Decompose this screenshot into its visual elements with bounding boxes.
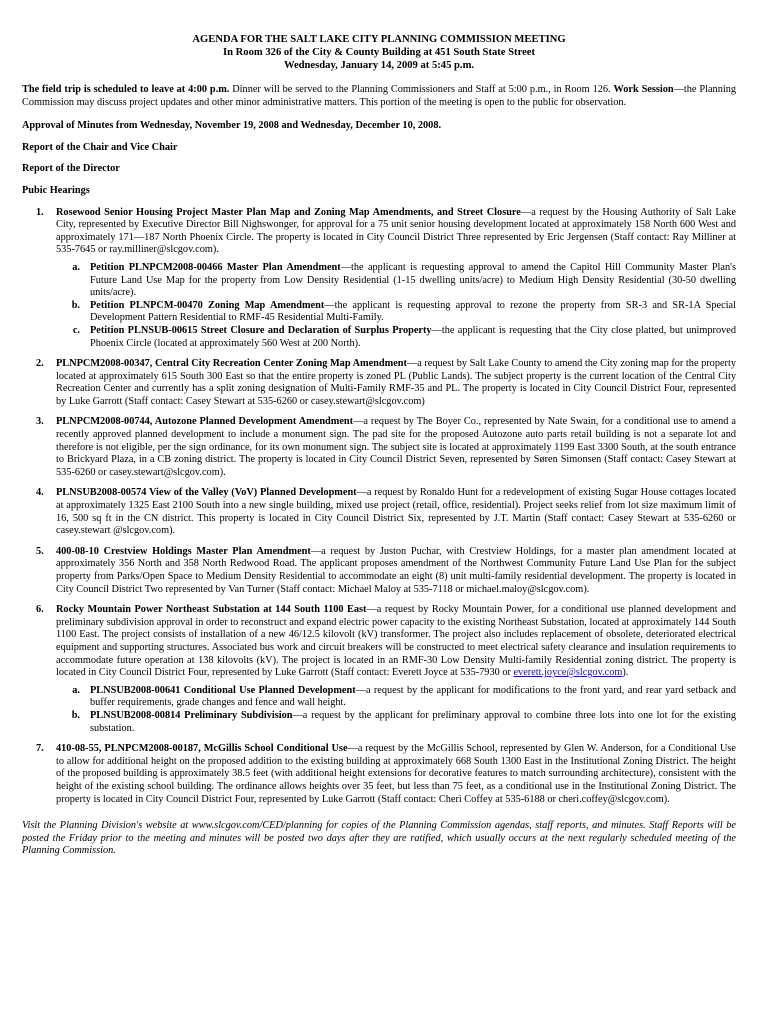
agenda-title: AGENDA FOR THE SALT LAKE CITY PLANNING COMMISSION MEETING xyxy=(192,34,566,45)
item-description: —a request by Ronaldo Hunt for a redevelopment of existing Sugar House cottages located at approximately 1325 East 2100 South into a new single building, mixed use project (retail, office, residential). Project seeks relief from lot size maximum limit of 16, 500 sq ft in the CN district. This property is located in City Council District Six, represented by J.T. Martin (Staff contact: Casey Stewart at 535-6260 or casey.stewart @slcgov.com). xyxy=(56,487,737,537)
item-description: —a request by Rocky Mountain Power, for a conditional use planned development and preliminary subdivision approval in order to reconstruct and expand electric power capacity to the existing Northeast Substation, located at approximately 144 South 1100 East. The project consists of installation of a new 46/12.5 kilovolt (kV) transformer. The project also includes replacement of obsolete, deteriorated electrical equipment and supporting structures. Associated bus work and circuit breakers will be constructed to meet electrical safety clearance and insulation requirements to accommodate future operation at 138 kilovolts (kV). The project is located in an RMF-30 Low Density Multi-family Residential zoning district. The property is located in City Council District Four, represented by Luke Garrott (Staff contact: Everett Joyce at 535-7930 or xyxy=(56,604,736,679)
field-trip-notice: The field trip is scheduled to leave at 4:00 p.m. xyxy=(22,84,230,95)
item-description: —a request by The Boyer Co., represented by Nate Swain, for a conditional use to amend a recently approved planned development to include a monument sign. The pad site for the proposed Autozone auto parts retail building is not a separate lot and therefore is not eligible, per the sign ordinance, for its own monument sign. The subject site is located at approximately 1199 East 3300 South, at the south entrance to Brickyard Plaza, in a CB zoning district. The property is located in City Council District Seven, represented by Søren Simonsen (Staff contact: Casey Stewart at 535-6260 or casey.stewart@slcgov.com). xyxy=(56,416,736,478)
sub-item-letter: c. xyxy=(72,324,80,336)
item-number: 7. xyxy=(36,743,44,755)
agenda-item-7 xyxy=(22,743,736,806)
item-description: —a request by the Housing Authority of Salt Lake City, represented by Executive Director Bill Nighswonger, for approval for a 75 unit senior housing development located at approximately 158 North 600 West and approximately 171—187 North Phoenix Circle. The property is located in City Council District Three represented by Eric Jergensen (Staff contact: Ray Milliner at 535-7645 or ray.milliner@slcgov.com). xyxy=(56,206,737,256)
sub-item xyxy=(56,262,736,300)
staff-email-link[interactable]: everett.joyce@slcgov.com xyxy=(513,667,623,679)
report-chair: Report of the Chair and Vice Chair xyxy=(22,141,178,153)
footer-note: Visit the Planning Division's website at www.slcgov.com/CED/planning for copies of the Planning Commission agendas, staff reports, and minutes. Staff Reports will be posted the Friday prior to the meeting and minutes will be posted two days after they are ratified, which usually occurs at the next regularly scheduled meeting of the Planning Commission. xyxy=(22,820,736,857)
item-description-end: ). xyxy=(622,667,629,679)
meeting-date: Wednesday, January 14, 2009 at 5:45 p.m. xyxy=(283,60,475,71)
sub-item-letter: a. xyxy=(72,261,80,273)
work-session-label: Work Session xyxy=(613,84,674,95)
item-1-subitems xyxy=(56,262,736,350)
sub-item xyxy=(56,300,736,325)
sub-item-letter: a. xyxy=(72,684,80,696)
meeting-location: In Room 326 of the City & County Building at 451 South State Street xyxy=(222,47,536,58)
item-title: 400-08-10 Crestview Holdings Master Plan Amendment xyxy=(56,545,311,557)
item-description: —a request by the McGillis School, represented by Glen W. Anderson, for a Conditional Use to allow for additional height on the proposed addition to the existing building at approximately 668 South 1300 East in the Institutional Zoning District. The height of the proposed building is approximately 38.5 feet (with additional height extensions for decorative features to match surrounding architecture), consistent with the height of the existing school building. The ordinance allows heights over 35 feet, but less than 75 feet, as a conditional use in the Institutional Zoning District. The property is located in City Council District Four, represented by Luke Garrott (Staff contact: Cheri Coffey at 535-6188 or cheri.coffey@slcgov.com). xyxy=(56,743,736,805)
agenda-item-3 xyxy=(22,416,736,479)
item-title: PLNSUB2008-00574 View of the Valley (VoV) Planned Development xyxy=(56,487,357,499)
agenda-item-2 xyxy=(22,358,736,408)
item-title: PLNPCM2008-00744, Autozone Planned Development Amendment xyxy=(56,416,354,428)
sub-item-title: Petition PLNPCM2008-00466 Master Plan Amendment xyxy=(90,261,341,273)
item-title: PLNPCM2008-00347, Central City Recreation Center Zoning Map Amendment xyxy=(56,358,407,370)
sub-item-title: PLNSUB2008-00641 Conditional Use Planned Development xyxy=(90,684,356,696)
public-hearings-heading: Pubic Hearings xyxy=(22,184,90,196)
sub-item xyxy=(56,685,736,710)
work-session-text: —the Planning Commission may discuss project updates and other minor administrative matters. This portion of the meeting is open to the public for observation. xyxy=(22,84,737,108)
sub-item-text: —a request by the applicant for preliminary approval to combine three lots into one lot for the existing substation. xyxy=(90,709,736,734)
item-number: 1. xyxy=(36,206,44,218)
sub-item-letter: b. xyxy=(71,299,80,311)
sub-item-letter: b. xyxy=(71,709,80,721)
approval-of-minutes: Approval of Minutes from Wednesday, November 19, 2008 and Wednesday, December 10, 2008. xyxy=(22,120,442,132)
agenda-item-6 xyxy=(22,604,736,735)
sub-item-text: —the applicant is requesting approval to amend the Capitol Hill Community Master Plan's Future Land Use Map for the property from Low Density Residential (1-15 dwelling units/acre) to Medium High Density Residential (30-50 dwelling units/acre). xyxy=(90,261,736,299)
item-title: 410-08-55, PLNPCM2008-00187, McGillis School Conditional Use xyxy=(56,743,348,755)
sub-item-text: —a request by the applicant for modifications to the front yard, and rear yard setback and buffer requirements, grade changes and fence and wall height. xyxy=(90,684,736,709)
item-description: —a request by Juston Puchar, with Crestview Holdings, for a master plan amendment located at approximately 356 North and 358 North Redwood Road. The applicant proposes amendment of the Northwest Community Future Land Use Plan for the subject property from Parks/Open Space to Medium Density Residential to accommodate an eight (8) unit multi-family residential development. The property is located in City Council District Two represented by Van Turner (Staff contact: Michael Maloy at 535-7118 or michael.maloy@slcgov.com). xyxy=(56,545,736,595)
sub-item-text: —the applicant is requesting that the City close platted, but unimproved Phoenix Circle (located at approximately 560 West at 200 North). xyxy=(90,324,736,349)
item-6-subitems xyxy=(56,685,736,735)
item-number: 5. xyxy=(36,545,44,557)
report-director: Report of the Director xyxy=(22,163,120,175)
item-number: 2. xyxy=(36,358,44,370)
agenda-item-1 xyxy=(22,207,736,351)
agenda-item-5 xyxy=(22,546,736,596)
sub-item-text: —the applicant is requesting approval to rezone the property from SR-3 and SR-1A Special Development Pattern Residential to RMF-45 Residential Multi-Family. xyxy=(90,299,736,324)
sub-item-title: PLNSUB2008-00814 Preliminary Subdivision xyxy=(90,709,293,721)
agenda-header xyxy=(22,33,736,72)
sub-item xyxy=(56,325,736,350)
item-description: —a request by Salt Lake County to amend the City zoning map for the property located at approximately 615 South 300 East so that the entire property is zoned PL (Public Lands). The subject property is the current location of the Central City Recreation Center and currently has a split zoning designation of Multi-Family RMF-35 and PL. The property is located in City Council District Four, represented by Luke Garrott (Staff contact: Casey Stewart at 535-6260 or casey.stewart@slcgov.com) xyxy=(56,358,736,407)
item-title: Rosewood Senior Housing Project Master Plan Map and Zoning Map Amendments, and Street Closure xyxy=(56,206,521,218)
item-number: 4. xyxy=(36,487,44,499)
sub-item-title: Petition PLNPCM-00470 Zoning Map Amendment xyxy=(90,299,325,311)
intro-paragraph xyxy=(22,84,736,109)
dinner-notice: Dinner will be served to the Planning Commissioners and Staff at 5:00 p.m., in Room 126. xyxy=(229,84,614,95)
item-number: 6. xyxy=(36,604,44,616)
sub-item-title: Petition PLNSUB-00615 Street Closure and Declaration of Surplus Property xyxy=(90,324,432,336)
sub-item xyxy=(56,710,736,735)
item-number: 3. xyxy=(36,416,44,428)
item-title: Rocky Mountain Power Northeast Substation at 144 South 1100 East xyxy=(56,604,367,616)
agenda-item-4 xyxy=(22,487,736,537)
